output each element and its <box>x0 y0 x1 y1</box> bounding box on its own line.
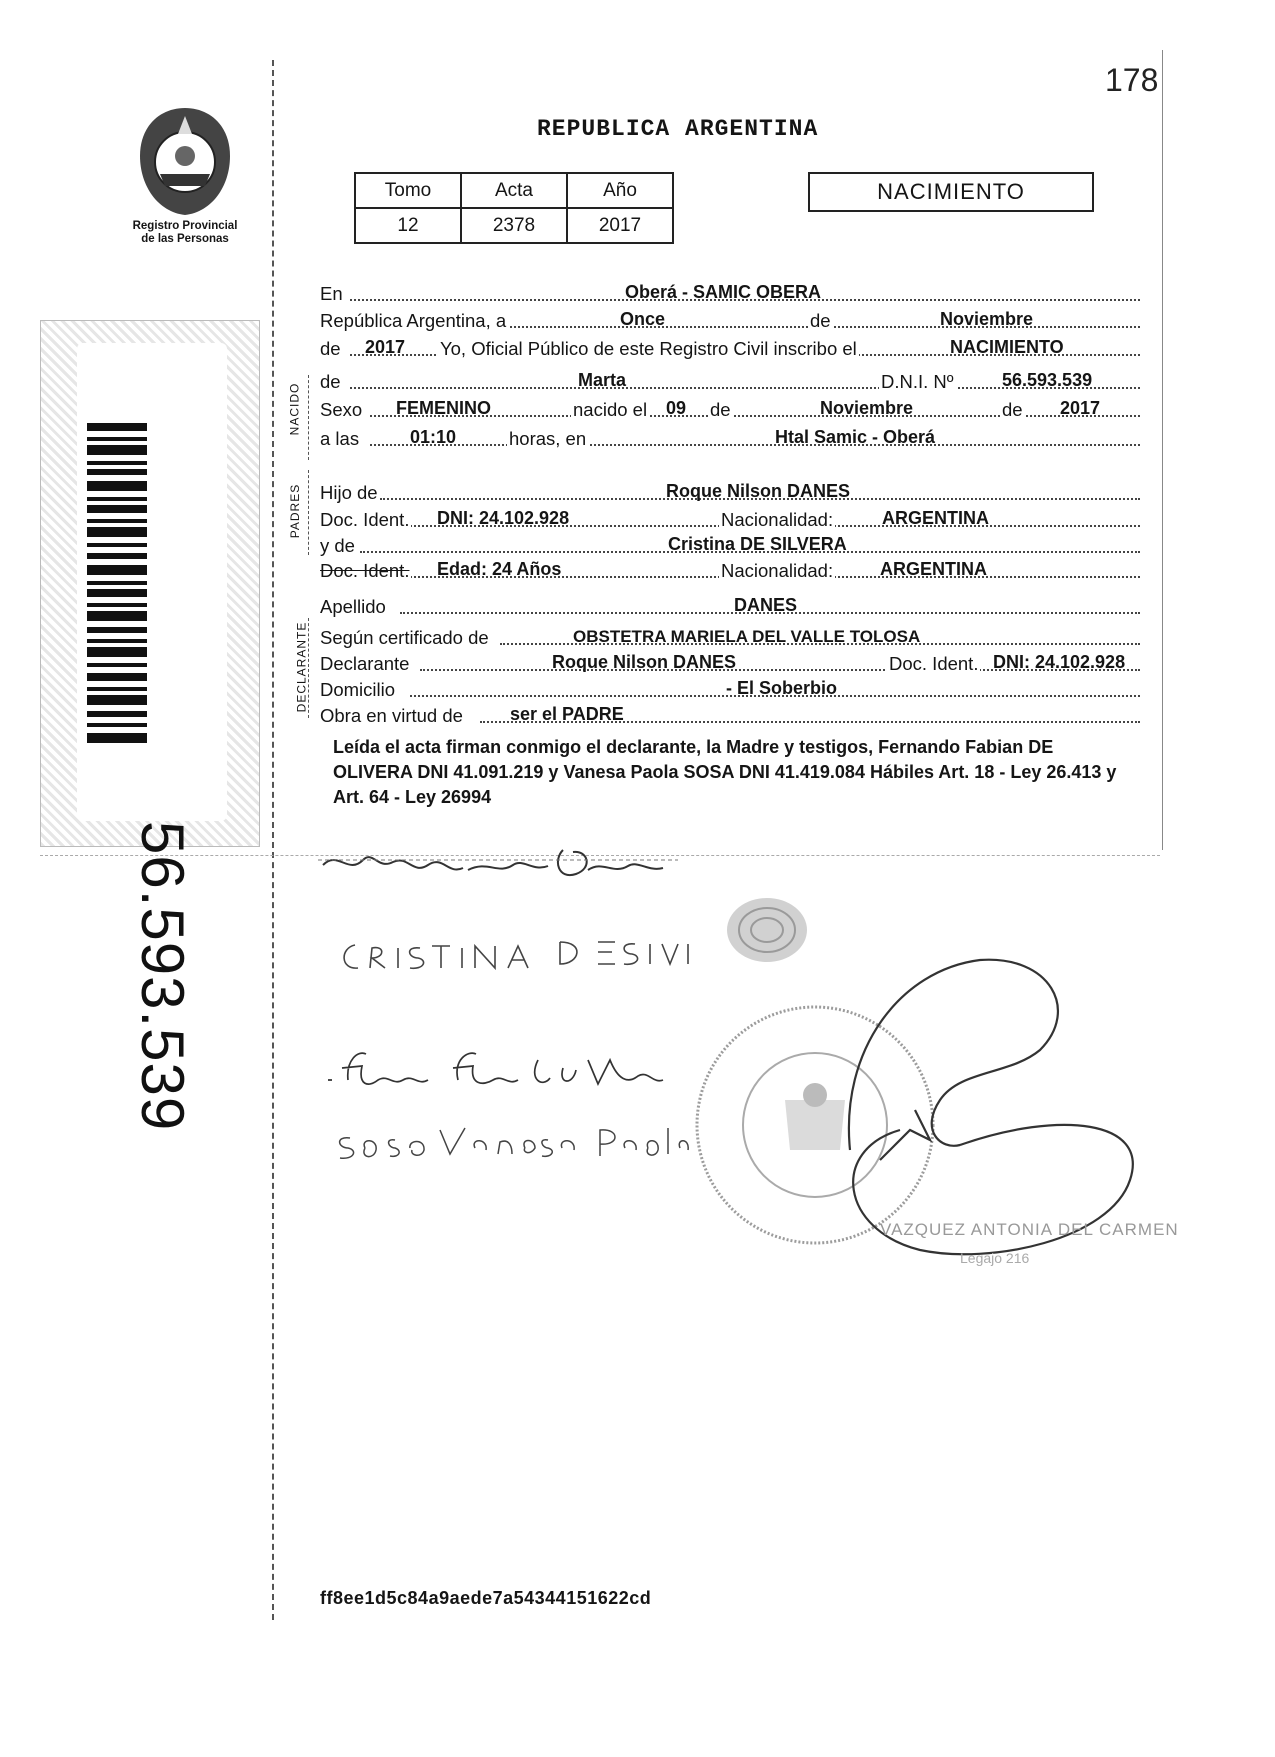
field-madre-doc: Edad: 24 Años <box>437 559 562 579</box>
field-mes: Noviembre <box>940 309 1034 329</box>
document-hash: ff8ee1d5c84a9aede7a54344151622cd <box>320 1588 652 1608</box>
barcode-number: 56.593.539 <box>129 821 196 1132</box>
signature-madre <box>330 920 710 980</box>
row-declarante: Declarante Roque Nilson DANES Doc. Ident. DNI: 24.102.928 <box>320 651 1140 677</box>
field-nac-mes: Noviembre <box>820 398 914 418</box>
row-padre-doc: Doc. Ident. DNI: 24.102.928 Nacionalidad: ARGENTINA <box>320 507 1140 533</box>
field-madre: Cristina DE SILVERA <box>668 534 847 554</box>
field-nac-dia: 09 <box>666 398 687 418</box>
record-table <box>354 172 674 244</box>
field-dia: Once <box>620 309 666 329</box>
barcode-card <box>40 320 260 1132</box>
field-madre-nac: ARGENTINA <box>880 559 987 579</box>
value-tomo: 12 <box>355 208 461 243</box>
official-sub: Legajo 216 <box>960 1250 1030 1266</box>
row-madre-doc: Doc. Ident. Edad: 24 Años Nacionalidad: ARGENTINA <box>320 558 1140 584</box>
field-anio: 2017 <box>365 337 406 357</box>
field-sexo: FEMENINO <box>396 398 492 418</box>
field-certificado: OBSTETRA MARIELA DEL VALLE TOLOSA <box>573 627 921 646</box>
signature-declarante <box>318 830 678 890</box>
field-domicilio: - El Soberbio <box>726 678 838 698</box>
official-name: VAZQUEZ ANTONIA DEL CARMEN <box>880 1220 1179 1239</box>
row-madre: y de Cristina DE SILVERA <box>320 533 1140 559</box>
field-declarante: Roque Nilson DANES <box>552 652 737 672</box>
header-tomo: Tomo <box>355 173 461 208</box>
field-apellido: DANES <box>734 595 798 615</box>
row-hora: a las 01:10 horas, en Htal Samic - Oberá <box>320 426 1140 452</box>
barcode-icon <box>87 423 147 743</box>
row-nombre: de Marta D.N.I. Nº 56.593.539 <box>320 369 1140 395</box>
row-inscribo: de 2017 Yo, Oficial Público de este Registro Civil inscribo el NACIMIENTO <box>320 336 1140 362</box>
record-type-box: NACIMIENTO <box>808 172 1094 212</box>
fingerprint-icon <box>722 890 812 970</box>
row-domicilio: Domicilio - El Soberbio <box>320 677 1140 703</box>
field-lugar: Htal Samic - Oberá <box>775 427 936 447</box>
field-decl-doc: DNI: 24.102.928 <box>993 652 1126 672</box>
header-anio: Año <box>567 173 673 208</box>
field-hora: 01:10 <box>410 427 457 447</box>
row-sexo: Sexo FEMENINO nacido el 09 de Noviembre de 2017 <box>320 397 1140 423</box>
row-apellido: Apellido DANES <box>320 594 1140 620</box>
signature-testigo-2 <box>330 1108 690 1168</box>
section-nacido: NACIDO <box>287 382 302 436</box>
page-number: 178 <box>1105 62 1159 98</box>
row-en: En Oberá - SAMIC OBERA <box>320 281 1140 307</box>
field-nac-anio: 2017 <box>1060 398 1101 418</box>
value-acta: 2378 <box>461 208 567 243</box>
field-padre: Roque Nilson DANES <box>666 481 851 501</box>
field-en: Oberá - SAMIC OBERA <box>625 282 822 302</box>
page-title: REPUBLICA ARGENTINA <box>537 116 819 142</box>
registry-label: Registro Provincial de las Personas <box>132 220 238 245</box>
field-obra: ser el PADRE <box>510 704 624 724</box>
row-fecha: República Argentina, a Once de Noviembre <box>320 308 1140 334</box>
field-nombre: Marta <box>578 370 627 390</box>
row-obra: Obra en virtud de ser el PADRE <box>320 703 1140 729</box>
field-acto: NACIMIENTO <box>950 337 1064 357</box>
field-padre-doc: DNI: 24.102.928 <box>437 508 570 528</box>
row-certificado: Según certificado de OBSTETRA MARIELA DEL VALLE TOLOSA <box>320 625 1140 651</box>
value-anio: 2017 <box>567 208 673 243</box>
left-margin-line <box>272 60 274 1620</box>
section-declarante: DECLARANTE <box>294 621 309 713</box>
provincial-seal-icon <box>130 104 240 219</box>
right-margin-line <box>1162 50 1163 850</box>
row-padre: Hijo de Roque Nilson DANES <box>320 480 1140 506</box>
closing-paragraph: Leída el acta firman conmigo el declarante, la Madre y testigos, Fernando Fabian DE OLIVERA DNI 41.091.219 y Vanesa Paola SOSA DNI 41.419.084 Hábiles Art. 18 - Ley 26.413 y Art. 64 - Ley 26994 <box>333 737 1117 807</box>
signature-testigo-1 <box>318 1040 698 1100</box>
section-padres: PADRES <box>288 483 303 539</box>
header-acta: Acta <box>461 173 567 208</box>
field-dni: 56.593.539 <box>1002 370 1093 390</box>
field-padre-nac: ARGENTINA <box>882 508 989 528</box>
